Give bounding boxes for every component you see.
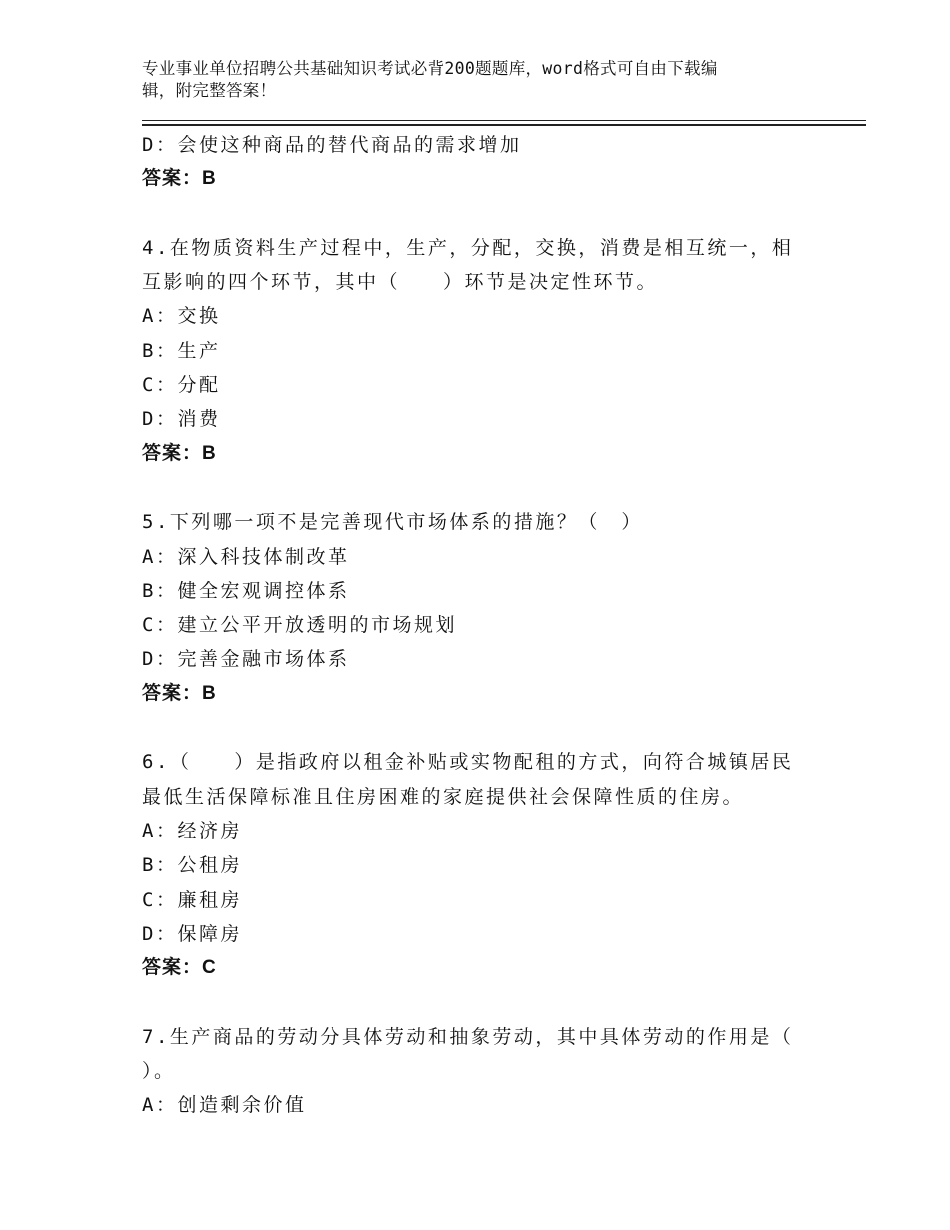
question-stem-line-2: ）。 [142,1060,176,1083]
option-d: D：保障房 [142,922,242,945]
question-5 [142,505,802,711]
page-header [142,58,802,102]
question-6 [142,745,802,985]
answer-label: 答案：C [142,957,217,979]
option-c: C：建立公平开放透明的市场规划 [142,614,457,637]
header-title-line-1: 专业事业单位招聘公共基础知识考试必背200题题库，word格式可自由下载编 [142,59,718,78]
spacer [142,471,802,505]
option-d: D：完善金融市场体系 [142,648,350,671]
answer-label: 答案：B [142,682,217,704]
option-c: C：廉租房 [142,888,242,911]
option-b: B：生产 [142,339,221,362]
option-b: B：公租房 [142,854,242,877]
option-c: C：分配 [142,374,221,397]
spacer [142,985,802,1019]
option-a: A：交换 [142,305,221,328]
question-stem-line-1: 7.生产商品的劳动分具体劳动和抽象劳动，其中具体劳动的作用是（ [142,1025,794,1048]
answer-label: 答案：B [142,168,217,190]
question-stem-line-1: 4.在物质资料生产过程中，生产，分配，交换，消费是相互统一，相 [142,236,794,259]
header-divider-thick [142,124,866,126]
question-stem-line-2: 最低生活保障标准且住房困难的家庭提供社会保障性质的住房。 [142,785,745,808]
question-stem-line-1: 6.（ ）是指政府以租金补贴或实物配租的方式，向符合城镇居民 [142,751,794,774]
option-d: D：消费 [142,408,221,431]
answer-label: 答案：B [142,442,217,464]
option-a: A：深入科技体制改革 [142,545,350,568]
question-3-tail [142,128,802,197]
option-d: D：会使这种商品的替代商品的需求增加 [142,134,522,156]
option-a: A：经济房 [142,819,242,842]
option-b: B：健全宏观调控体系 [142,579,350,602]
question-4 [142,231,802,471]
question-7 [142,1020,802,1123]
header-title-line-2: 辑，附完整答案！ [142,81,277,100]
spacer [142,197,802,231]
question-stem-line-1: 5.下列哪一项不是完善现代市场体系的措施？（ ） [142,511,643,534]
spacer [142,711,802,745]
question-list [142,128,802,1123]
option-a: A：创造剩余价值 [142,1094,307,1117]
question-stem-line-2: 互影响的四个环节，其中（ ）环节是决定性环节。 [142,271,659,294]
header-divider-thin [142,120,866,121]
